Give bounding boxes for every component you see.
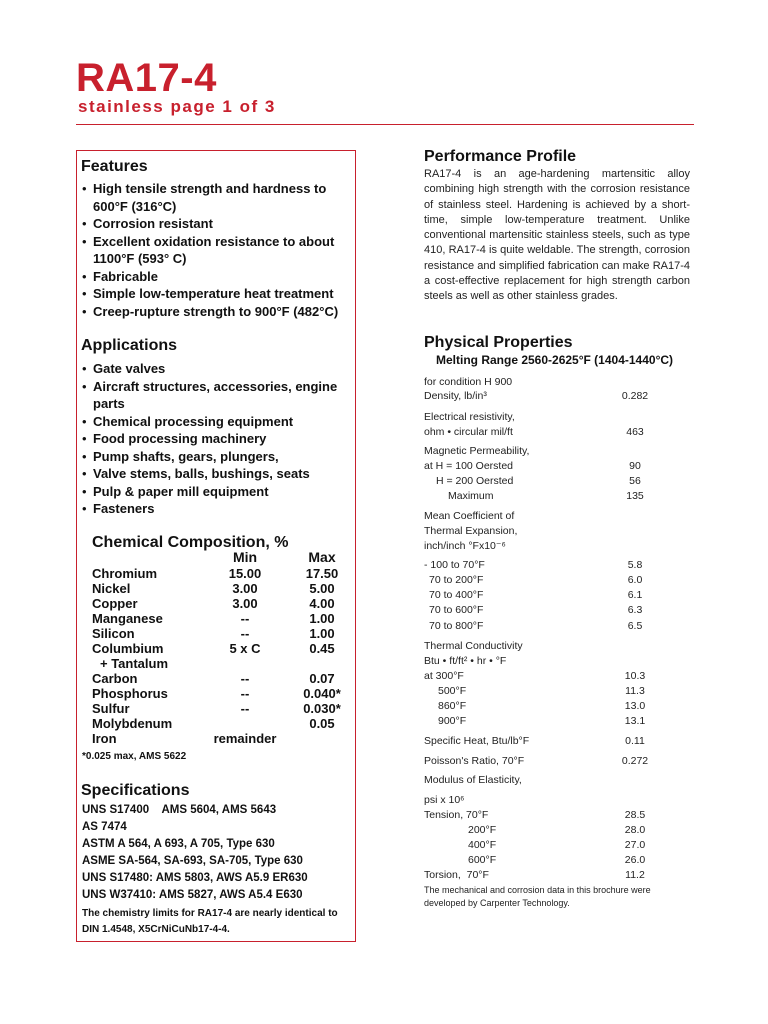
property-label: Poisson's Ratio, 70°F [424, 755, 525, 767]
composition-element: Chromium [92, 566, 157, 581]
composition-max: 17.50 [305, 566, 339, 581]
composition-element: Nickel [92, 581, 131, 596]
features-list [80, 180, 355, 320]
property-label: Magnetic Permeability, [424, 445, 530, 457]
applications-list [80, 360, 355, 518]
composition-footnote: *0.025 max, AMS 5622 [82, 751, 187, 762]
property-label: 600°F [468, 854, 497, 866]
property-label: psi x 10⁶ [424, 794, 465, 806]
property-label: 200°F [468, 824, 497, 836]
composition-element: Sulfur [92, 701, 130, 716]
list-item: • Chemical processing equipment [80, 413, 355, 431]
composition-element: Carbon [92, 671, 138, 686]
list-item: • Fasteners [80, 500, 355, 518]
list-item: • Valve stems, balls, bushings, seats [80, 465, 355, 483]
performance-heading: Performance Profile [424, 148, 577, 165]
composition-element: Molybdenum [92, 716, 173, 731]
composition-max: 0.07 [309, 671, 335, 686]
melting-range: Melting Range 2560-2625°F (1404-1440°C) [436, 353, 674, 367]
property-value: 135 [626, 490, 644, 502]
property-label: Thermal Conductivity [424, 640, 523, 652]
composition-min: -- [240, 626, 250, 641]
composition-element: Phosphorus [92, 686, 168, 701]
property-label: 70 to 400°F [429, 589, 484, 601]
list-item: • Pump shafts, gears, plungers, [80, 448, 355, 466]
composition-heading: Chemical Composition, % [92, 534, 289, 551]
composition-min: 15.00 [228, 566, 262, 581]
composition-element: Columbium [92, 641, 164, 656]
spec-note: DIN 1.4548, X5CrNiCuNb17-4-4. [82, 924, 230, 935]
composition-min: 3.00 [232, 596, 258, 611]
property-value: 6.5 [627, 620, 643, 632]
property-label: 500°F [438, 685, 467, 697]
composition-min: -- [240, 701, 250, 716]
composition-min: -- [240, 686, 250, 701]
composition-element: + Tantalum [100, 656, 169, 671]
property-value: 5.8 [627, 559, 643, 571]
composition-min: 5 x C [229, 641, 261, 656]
composition-min: -- [240, 671, 250, 686]
property-label: 860°F [438, 700, 467, 712]
property-label: ohm • circular mil/ft [424, 426, 513, 438]
property-label: 70 to 200°F [429, 574, 484, 586]
spec-note: The chemistry limits for RA17-4 are nearly identical to [82, 908, 338, 919]
property-value: 28.5 [624, 809, 646, 821]
composition-max: 4.00 [309, 596, 335, 611]
property-label: Maximum [448, 490, 494, 502]
composition-max: 0.040* [303, 686, 341, 701]
spec-line: AS 7474 [82, 821, 127, 833]
property-value: 10.3 [624, 670, 646, 682]
composition-max: 0.45 [309, 641, 335, 656]
composition-min: 3.00 [232, 581, 258, 596]
property-label: 70 to 600°F [429, 604, 484, 616]
property-value: 6.1 [627, 589, 643, 601]
property-value: 13.1 [624, 715, 646, 727]
property-label: Thermal Expansion, [424, 525, 518, 537]
list-item: • Excellent oxidation resistance to about 1100°F (593° C) [80, 233, 355, 268]
composition-element: Iron [92, 731, 117, 746]
property-label: - 100 to 70°F [424, 559, 485, 571]
property-label: 400°F [468, 839, 497, 851]
spec-line: ASME SA-564, SA-693, SA-705, Type 630 [82, 855, 303, 867]
property-label: Mean Coefficient of [424, 510, 515, 522]
property-value: 28.0 [624, 824, 646, 836]
composition-element: Copper [92, 596, 138, 611]
list-item: • Fabricable [80, 268, 355, 286]
property-value: 26.0 [624, 854, 646, 866]
composition-max-header: Max [308, 549, 336, 565]
property-label: H = 200 Oersted [436, 475, 514, 487]
features-heading: Features [81, 158, 148, 175]
property-label: Torsion, 70°F [424, 869, 489, 881]
property-value: 0.282 [621, 390, 649, 402]
performance-text: RA17-4 is an age-hardening martensitic alloy combining high strength with the corrosion resistance of stainless steel. Hardening is achieved by a short-time, simple low-temperature treatment. Unlike conventional martensitic stainless steels, such as type 410, RA17-4 is quite weldable. The strength, corrosion resistance and simplified fabrication can make RA17-4 a cost-effective replacement for high strength carbon steels as well as other stainless grades. [424, 168, 690, 303]
list-item: • Simple low-temperature heat treatment [80, 285, 355, 303]
list-item: • High tensile strength and hardness to 600°F (316°C) [80, 180, 355, 215]
list-item: • Gate valves [80, 360, 355, 378]
composition-max: 1.00 [309, 626, 335, 641]
property-value: 0.272 [621, 755, 649, 767]
composition-element: Silicon [92, 626, 135, 641]
property-label: 900°F [438, 715, 467, 727]
property-label: 70 to 800°F [429, 620, 484, 632]
applications-heading: Applications [81, 337, 178, 354]
property-value: 11.2 [625, 869, 645, 881]
property-label: Tension, 70°F [424, 809, 489, 821]
composition-max: 0.030* [303, 701, 341, 716]
spec-line: UNS S17480: AMS 5803, AWS A5.9 ER630 [82, 872, 308, 884]
property-value: 27.0 [624, 839, 646, 851]
spec-line: UNS S17400 AMS 5604, AMS 5643 [82, 804, 277, 816]
composition-max: 0.05 [309, 716, 335, 731]
property-value: 56 [629, 475, 641, 487]
property-value: 11.3 [625, 685, 645, 697]
property-label: at H = 100 Oersted [424, 460, 514, 472]
specifications-heading: Specifications [81, 782, 190, 799]
property-label: Btu • ft/ft² • hr • °F [424, 655, 507, 667]
property-value: 6.0 [627, 574, 643, 586]
spec-line: UNS W37410: AMS 5827, AWS A5.4 E630 [82, 889, 303, 901]
property-value: 463 [626, 426, 644, 438]
property-value: 6.3 [627, 604, 643, 616]
list-item: • Pulp & paper mill equipment [80, 483, 355, 501]
composition-max: 1.00 [309, 611, 335, 626]
property-label: Electrical resistivity, [424, 411, 515, 423]
property-value: 13.0 [624, 700, 646, 712]
composition-element: Manganese [92, 611, 163, 626]
property-label: at 300°F [424, 670, 464, 682]
property-label: for condition H 900 [424, 376, 513, 388]
page-title: RA17-4 [76, 56, 217, 100]
property-value: 90 [629, 460, 641, 472]
property-label: Modulus of Elasticity, [424, 774, 522, 786]
list-item: • Aircraft structures, accessories, engine parts [80, 378, 355, 413]
spec-line: ASTM A 564, A 693, A 705, Type 630 [82, 838, 275, 850]
composition-min: remainder [213, 731, 277, 746]
list-item: • Corrosion resistant [80, 215, 355, 233]
composition-max: 5.00 [309, 581, 335, 596]
physical-heading: Physical Properties [424, 334, 573, 351]
property-value: 0.11 [625, 735, 645, 747]
list-item: • Food processing machinery [80, 430, 355, 448]
property-label: Density, lb/in³ [424, 390, 487, 402]
header-divider [76, 124, 694, 125]
property-label: inch/inch °Fx10⁻⁶ [424, 540, 506, 552]
property-label: Specific Heat, Btu/lb°F [424, 735, 530, 747]
data-source-footnote: The mechanical and corrosion data in this brochure were developed by Carpenter Technology. [424, 885, 651, 908]
composition-min: -- [240, 611, 250, 626]
page-subtitle: stainless page 1 of 3 [78, 97, 276, 116]
composition-min-header: Min [232, 549, 258, 565]
list-item: • Creep-rupture strength to 900°F (482°C) [80, 303, 355, 321]
